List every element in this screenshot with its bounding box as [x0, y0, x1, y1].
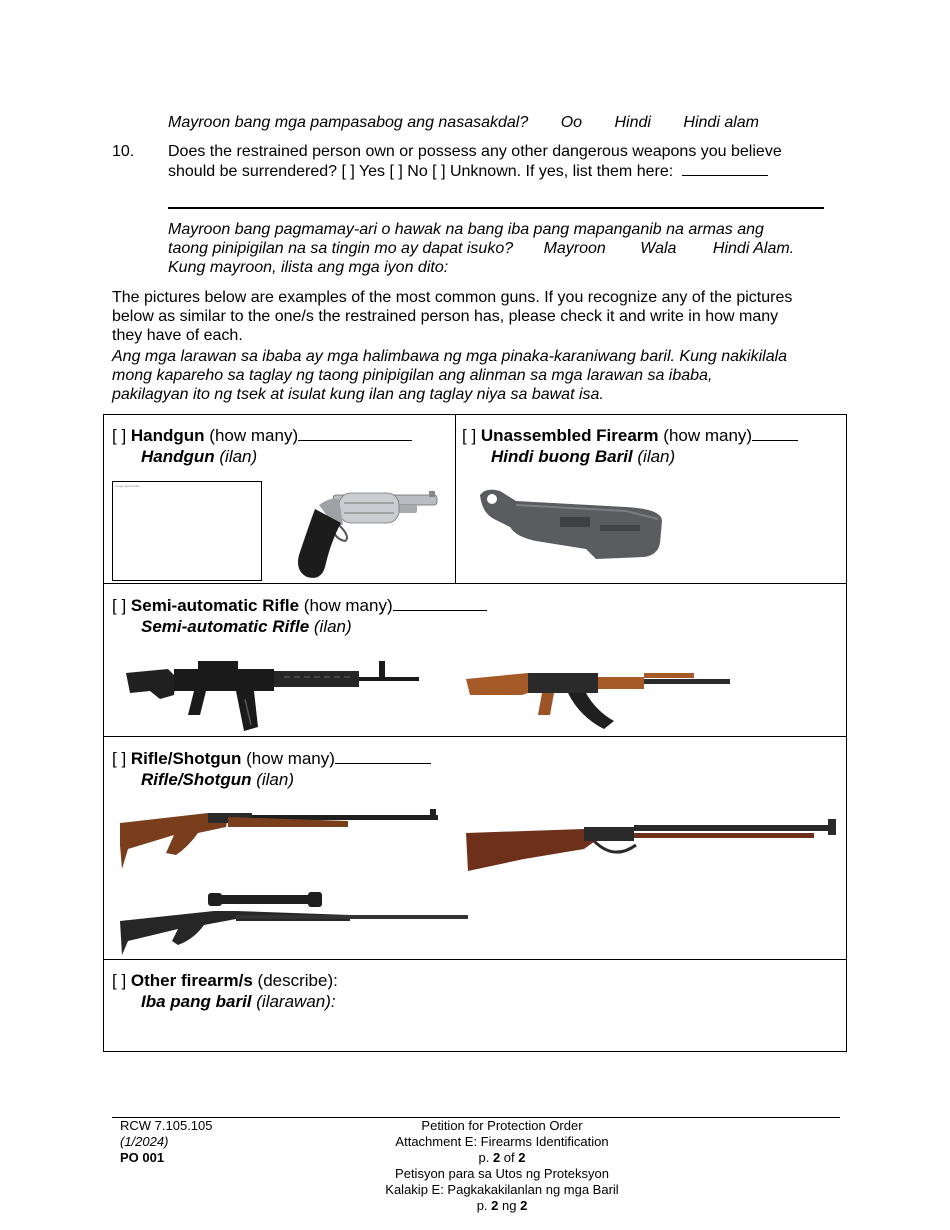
footer-left	[120, 1118, 213, 1166]
q10-line2-text: should be surrendered? [ ] Yes [ ] No [ ] Unknown. If yes, list them here:	[168, 163, 674, 180]
footer-attachment-en: Attachment E: Firearms Identification	[395, 1134, 609, 1149]
unassembled-qualifier: (how many)	[663, 426, 753, 445]
q10-tl-line3: Kung mayroon, ilista ang mga iyon dito:	[168, 259, 449, 276]
other-checkbox[interactable]: [ ]	[112, 971, 127, 990]
footer-form-number: PO 001	[120, 1150, 165, 1165]
revolver-image	[289, 485, 439, 581]
intro-en1: The pictures below are examples of the most common guns. If you recognize any of the pictures	[112, 289, 793, 306]
semiauto-tl-qualifier: (ilan)	[313, 617, 352, 636]
firearms-grid	[103, 414, 847, 1052]
other-label	[112, 970, 338, 991]
q9-tagalog-line	[168, 113, 759, 132]
intro-en3: they have of each.	[112, 327, 243, 344]
footer-page-tl	[352, 1198, 652, 1214]
handgun-tl-qualifier: (ilan)	[219, 447, 258, 466]
other-qualifier: (describe):	[257, 971, 338, 990]
q9-option-oo: Oo	[560, 114, 583, 131]
rifle-tl-title: Rifle/Shotgun	[141, 770, 252, 789]
handgun-tl-label	[141, 446, 257, 467]
ak-rifle-image	[464, 661, 734, 731]
unassembled-label	[462, 425, 798, 446]
footer-title-tl: Petisyon para sa Utos ng Proteksyon	[395, 1166, 609, 1181]
rifle-count-blank[interactable]	[335, 749, 431, 764]
semiauto-qualifier: (how many)	[303, 596, 393, 615]
handgun-label	[112, 425, 412, 446]
image-placeholder-caption: image placeholder	[115, 484, 140, 488]
footer-page-tl-total: 2	[520, 1198, 528, 1213]
footer-attachment-tl: Kalakip E: Pagkakakilanlan ng mga Baril	[385, 1182, 619, 1197]
semiauto-checkbox[interactable]: [ ]	[112, 596, 127, 615]
footer-date: (1/2024)	[120, 1134, 169, 1149]
q9-question: Mayroon bang mga pampasabog ang nasasakdal?	[168, 114, 529, 131]
q10-tl-question: taong pinipigilan na sa tingin mo ay dapat isuko?	[168, 240, 514, 257]
scoped-rifle-image	[118, 889, 468, 955]
q10-option-mayroon: Mayroon	[543, 240, 606, 257]
rifle-tl-qualifier: (ilan)	[256, 770, 295, 789]
intro-tl1: Ang mga larawan sa ibaba ay mga halimbawa ng mga pinaka-karaniwang baril. Kung nakikilala	[112, 348, 788, 365]
q10-tl-line1: Mayroon bang pagmamay-ari o hawak na bang iba pang mapanganib na armas ang	[168, 221, 764, 238]
semiauto-title: Semi-automatic Rifle	[130, 596, 300, 615]
handgun-qualifier: (how many)	[209, 426, 299, 445]
rifle-tl-label	[141, 769, 294, 790]
footer-center	[352, 1118, 652, 1214]
grid-divider-1	[104, 583, 846, 584]
intro-tl3: pakilagyan ito ng tsek at isulat kung ilan ang taglay niya sa bawat isa.	[112, 386, 604, 403]
semiauto-tl-label	[141, 616, 352, 637]
q9-option-hindi: Hindi	[614, 114, 651, 131]
footer-page-en-prefix: p.	[478, 1150, 493, 1165]
handgun-count-blank[interactable]	[298, 426, 412, 441]
footer-page-en-of: of	[500, 1150, 519, 1165]
rifle-checkbox[interactable]: [ ]	[112, 749, 127, 768]
handgun-title: Handgun	[130, 426, 205, 445]
grid-divider-2	[104, 736, 846, 737]
footer-page-tl-ng: ng	[498, 1198, 521, 1213]
unassembled-tl-qualifier: (ilan)	[637, 447, 676, 466]
rifle-qualifier: (how many)	[246, 749, 335, 768]
q10-line1: Does the restrained person own or possess any other dangerous weapons you believe	[168, 143, 782, 160]
footer-title-en: Petition for Protection Order	[421, 1118, 583, 1133]
q10-list-blank[interactable]	[682, 161, 768, 176]
unassembled-checkbox[interactable]: [ ]	[462, 426, 477, 445]
ar15-rifle-image	[124, 655, 424, 735]
lower-receiver-image	[476, 485, 666, 565]
semiauto-count-blank[interactable]	[393, 596, 487, 611]
unassembled-tl-label	[491, 446, 675, 467]
footer-rcw: RCW 7.105.105	[120, 1118, 213, 1133]
unassembled-tl-title: Hindi buong Baril	[491, 447, 633, 466]
semiauto-label	[112, 595, 487, 616]
grid-vertical-divider	[455, 415, 456, 583]
q10-tl-line2	[168, 239, 794, 258]
q10-line2	[168, 161, 768, 181]
intro-en2: below as similar to the one/s the restrained person has, please check it and write in how many	[112, 308, 779, 325]
other-tl-label	[141, 991, 336, 1012]
footer-page-en-current: 2	[492, 1150, 501, 1165]
handgun-checkbox[interactable]: [ ]	[112, 426, 127, 445]
q10-number: 10.	[112, 143, 135, 160]
other-tl-qualifier: (ilarawan):	[256, 992, 336, 1011]
image-placeholder-box	[112, 481, 262, 581]
q10-list-line[interactable]	[168, 207, 824, 209]
other-tl-title: Iba pang baril	[141, 992, 252, 1011]
lever-action-rifle-image	[464, 805, 844, 877]
handgun-tl-title: Handgun	[141, 447, 215, 466]
semiauto-tl-title: Semi-automatic Rifle	[141, 617, 310, 636]
rifle-label	[112, 748, 431, 769]
q10-option-wala: Wala	[640, 240, 677, 257]
other-title: Other firearm/s	[130, 971, 253, 990]
grid-divider-3	[104, 959, 846, 960]
unassembled-count-blank[interactable]	[752, 426, 798, 441]
unassembled-title: Unassembled Firearm	[480, 426, 659, 445]
bolt-action-rifle-image	[118, 803, 442, 873]
q10-option-hindi-alam: Hindi Alam.	[712, 240, 795, 257]
intro-tl2: mong kapareho sa taglay ng taong pinipigilan ang alinman sa mga larawan sa ibaba,	[112, 367, 713, 384]
footer-page-en	[352, 1150, 652, 1166]
rifle-title: Rifle/Shotgun	[130, 749, 242, 768]
footer-page-en-total: 2	[518, 1150, 526, 1165]
q9-option-hindi-alam: Hindi alam	[683, 114, 760, 131]
footer-page-tl-current: 2	[491, 1198, 499, 1213]
footer-page-tl-prefix: p.	[476, 1198, 492, 1213]
